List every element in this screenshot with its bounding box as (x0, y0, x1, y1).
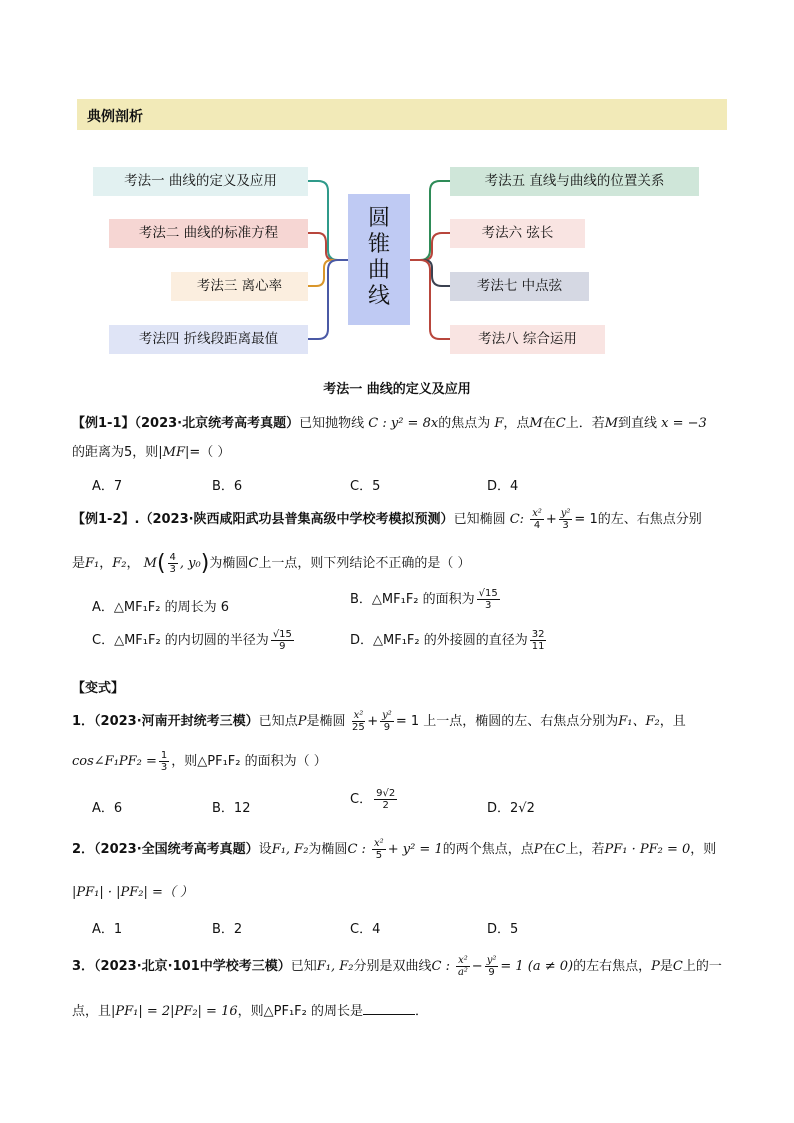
question-1-line-1: 1．（2023·河南开封统考三模）已知点P是椭圆 $\frac{\text{x²}}{25}$ + $\frac{\text{y²}}{9}$ = 1 上一点，椭圆的左、右焦点分别为F₁、F₂，且 (72, 710, 686, 733)
option-a: A．△MF₁F₂ 的周长为 6 (92, 600, 230, 615)
option-c: C．4 (350, 922, 381, 937)
option-a: A．6 (92, 801, 123, 816)
option-d: D．5 (487, 922, 519, 937)
example-1-1-line-1: 【例1-1】（2023·北京统考高考真题）已知抛物线 C : y² = 8x的焦点为 F，点M在C上．若M到直线 x = −3 (72, 416, 707, 431)
mindmap-node-method-7: 考法七 中点弦 (450, 272, 589, 301)
option-b: B．12 (212, 801, 251, 816)
answer-blank[interactable] (363, 1002, 415, 1015)
mindmap-node-method-4: 考法四 折线段距离最值 (109, 325, 308, 354)
option-b: B．2 (212, 922, 243, 937)
option-a: A．7 (92, 479, 123, 494)
mindmap-node-method-5: 考法五 直线与曲线的位置关系 (450, 167, 699, 196)
example-1-2-line-1: 【例1-2】.（2023·陕西咸阳武功县普集高级中学校考模拟预测）已知椭圆 C: $\frac{\text{x²}}{4}$ + $\frac{\text{y²}}{3}$ = 1的左、右焦点分别 (72, 508, 702, 531)
option-c: C．△MF₁F₂ 的内切圆的半径为 $\frac{√15}{9}$ (92, 629, 292, 652)
example-1-2-line-2: 是F₁，F₂， M( $\frac{4}{3}$ , y₀)为椭圆C上一点，则下列结论不正确的是（ ） (72, 551, 471, 576)
question-2-line-2: |PF₁| · |PF₂| =（ ） (72, 885, 194, 900)
option-d: D．4 (487, 479, 519, 494)
option-c: C． $\frac{9√2}{2}$ (350, 788, 396, 811)
option-d: D．△MF₁F₂ 的外接圆的直径为 $\frac{32}{11}$ (350, 629, 545, 652)
option-d: D．2√2 (487, 801, 535, 816)
option-b: B．△MF₁F₂ 的面积为 $\frac{√15}{3}$ (350, 588, 498, 611)
mindmap-node-method-2: 考法二 曲线的标准方程 (109, 219, 308, 248)
question-1-line-2: cos∠F₁PF₂ = $\frac{1}{3}$ ，则△PF₁F₂ 的面积为（ ） (72, 750, 327, 773)
mindmap-node-method-8: 考法八 综合运用 (450, 325, 605, 354)
mindmap-node-method-3: 考法三 离心率 (171, 272, 308, 301)
method-title: 考法一 曲线的定义及应用 (323, 382, 471, 397)
variant-title: 【变式】 (72, 681, 125, 696)
mindmap-node-method-6: 考法六 弦长 (450, 219, 585, 248)
mindmap-center: 圆 锥 曲 线 (348, 194, 410, 325)
option-c: C．5 (350, 479, 381, 494)
option-b: B．6 (212, 479, 243, 494)
question-2-line-1: 2．（2023·全国统考高考真题）设F₁, F₂为椭圆C : $\frac{\text{x²}}{5}$ + y² = 1的两个焦点，点P在C上，若PF₁ · PF₂ = 0，则 (72, 838, 717, 861)
mindmap-node-method-1: 考法一 曲线的定义及应用 (93, 167, 308, 196)
option-a: A．1 (92, 922, 123, 937)
section-title: 典例剖析 (87, 109, 143, 125)
question-3-line-1: 3．（2023·北京·101中学校考三模）已知F₁, F₂分别是双曲线C : $\frac{\text{x²}}{\text{a²}}$ − $\frac{\text{y²}}{9}$ = 1 (a ≠ 0)的左右焦点，P是C上的一 (72, 955, 722, 978)
example-1-1-line-2: 的距离为5，则|MF|=（ ） (72, 445, 231, 460)
question-3-line-2: 点，且|PF₁| = 2|PF₂| = 16，则△PF₁F₂ 的周长是 ． (72, 1004, 428, 1019)
